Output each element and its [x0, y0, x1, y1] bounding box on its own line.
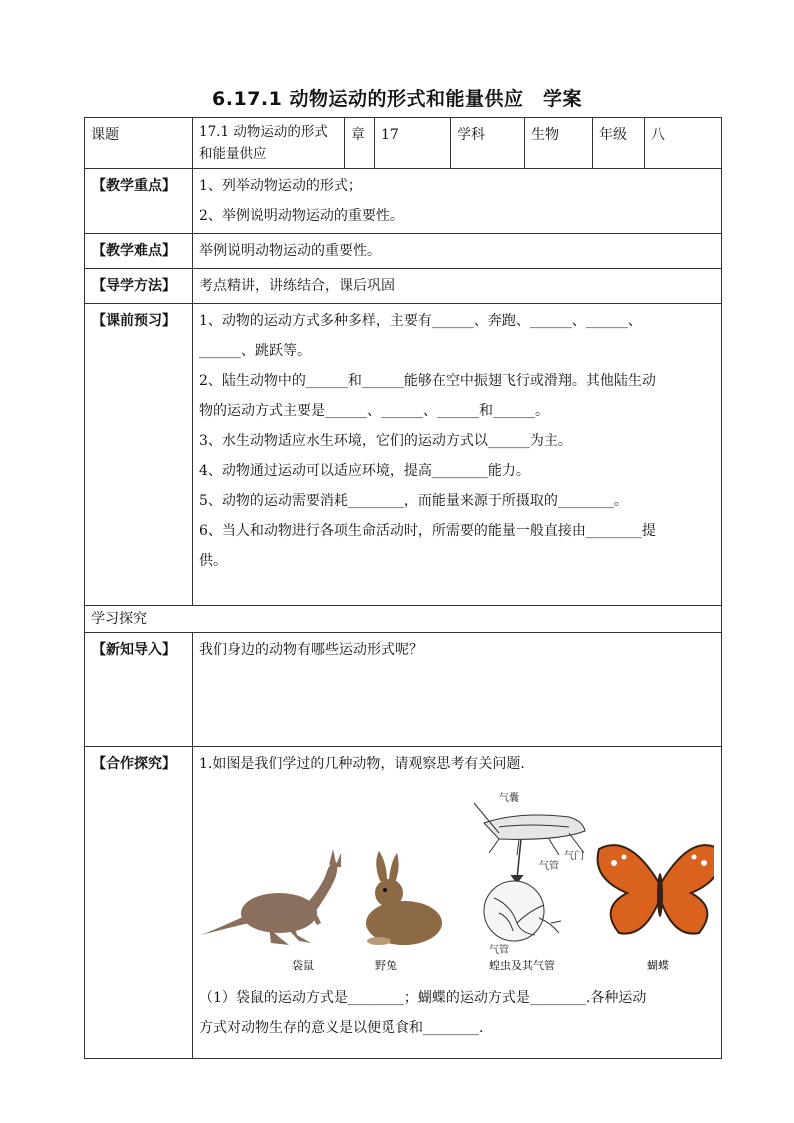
- preview-content: [193, 304, 722, 606]
- preview-line-3: 2、陆生动物中的______和______能够在空中振翅飞行或滑翔。其他陆生动: [199, 373, 656, 389]
- coop-label: 【合作探究】: [85, 747, 193, 1059]
- label-trachea-2: 气管: [489, 945, 509, 956]
- preview-line-1: 1、动物的运动方式多种多样，主要有______、奔跑、______、______、: [199, 313, 642, 329]
- preview-line-7: 5、动物的运动需要消耗________，而能量来源于所摄取的________。: [199, 493, 628, 509]
- caption-locust: 蝗虫及其气管: [489, 959, 555, 972]
- subject-label: 学科: [451, 118, 525, 169]
- method-label: 【导学方法】: [85, 269, 193, 304]
- preview-line-6: 4、动物通过运动可以适应环境，提高________能力。: [199, 463, 530, 479]
- chapter-value: 17: [375, 118, 451, 169]
- lesson-plan-table: [84, 117, 722, 1059]
- coop-question: 1.如图是我们学过的几种动物，请观察思考有关问题.: [199, 756, 525, 772]
- coop-content: [193, 747, 722, 1059]
- explore-section-heading: 学习探究: [85, 606, 722, 633]
- animal-figure-graphics: [199, 783, 714, 959]
- method-content: 考点精讲，讲练结合，课后巩固: [193, 269, 722, 304]
- key-point-1: 1、列举动物运动的形式；: [199, 178, 362, 194]
- coop-sub-line-2: 方式对动物生存的意义是以便觅食和________.: [199, 1020, 484, 1036]
- subject-value: 生物: [525, 118, 593, 169]
- butterfly-image: [598, 845, 714, 933]
- coop-sub-line-1: （1）袋鼠的运动方式是________；蝴蝶的运动方式是________.各种运动: [199, 990, 647, 1006]
- preview-label: 【课前预习】: [85, 304, 193, 606]
- rabbit-image: [366, 851, 442, 945]
- animal-figure: [199, 783, 715, 983]
- label-trachea-1: 气管: [539, 861, 559, 872]
- topic-value: 17.1 动物运动的形式和能量供应: [193, 118, 345, 169]
- key-points-label: 【教学重点】: [85, 169, 193, 234]
- preview-line-5: 3、水生动物适应水生环境，它们的运动方式以______为主。: [199, 433, 572, 449]
- key-point-2: 2、举例说明动物运动的重要性。: [199, 208, 404, 224]
- caption-butterfly: 蝴蝶: [647, 959, 669, 972]
- intro-content: 我们身边的动物有哪些运动形式呢？: [193, 633, 722, 747]
- grade-value: 八: [645, 118, 722, 169]
- preview-line-4: 物的运动方式主要是______、______、______和______。: [199, 403, 549, 419]
- kangaroo-image: [201, 849, 341, 945]
- locust-trachea-diagram: [474, 803, 585, 941]
- preview-line-8: 6、当人和动物进行各项生命活动时，所需要的能量一般直接由________提: [199, 523, 656, 539]
- key-points-content: [193, 169, 722, 234]
- preview-line-2: ______、跳跃等。: [199, 343, 311, 359]
- chapter-label: 章: [345, 118, 375, 169]
- preview-line-9: 供。: [199, 553, 227, 569]
- topic-label: 课题: [85, 118, 193, 169]
- grade-label: 年级: [593, 118, 645, 169]
- caption-kangaroo: 袋鼠: [292, 959, 314, 972]
- difficulties-content: 举例说明动物运动的重要性。: [193, 234, 722, 269]
- label-spiracle: 气门: [564, 851, 584, 862]
- page-title: 6.17.1 动物运动的形式和能量供应 学案: [212, 88, 582, 110]
- label-air-sac: 气囊: [499, 793, 519, 804]
- difficulties-label: 【教学难点】: [85, 234, 193, 269]
- caption-rabbit: 野兔: [375, 959, 397, 972]
- intro-label: 【新知导入】: [85, 633, 193, 747]
